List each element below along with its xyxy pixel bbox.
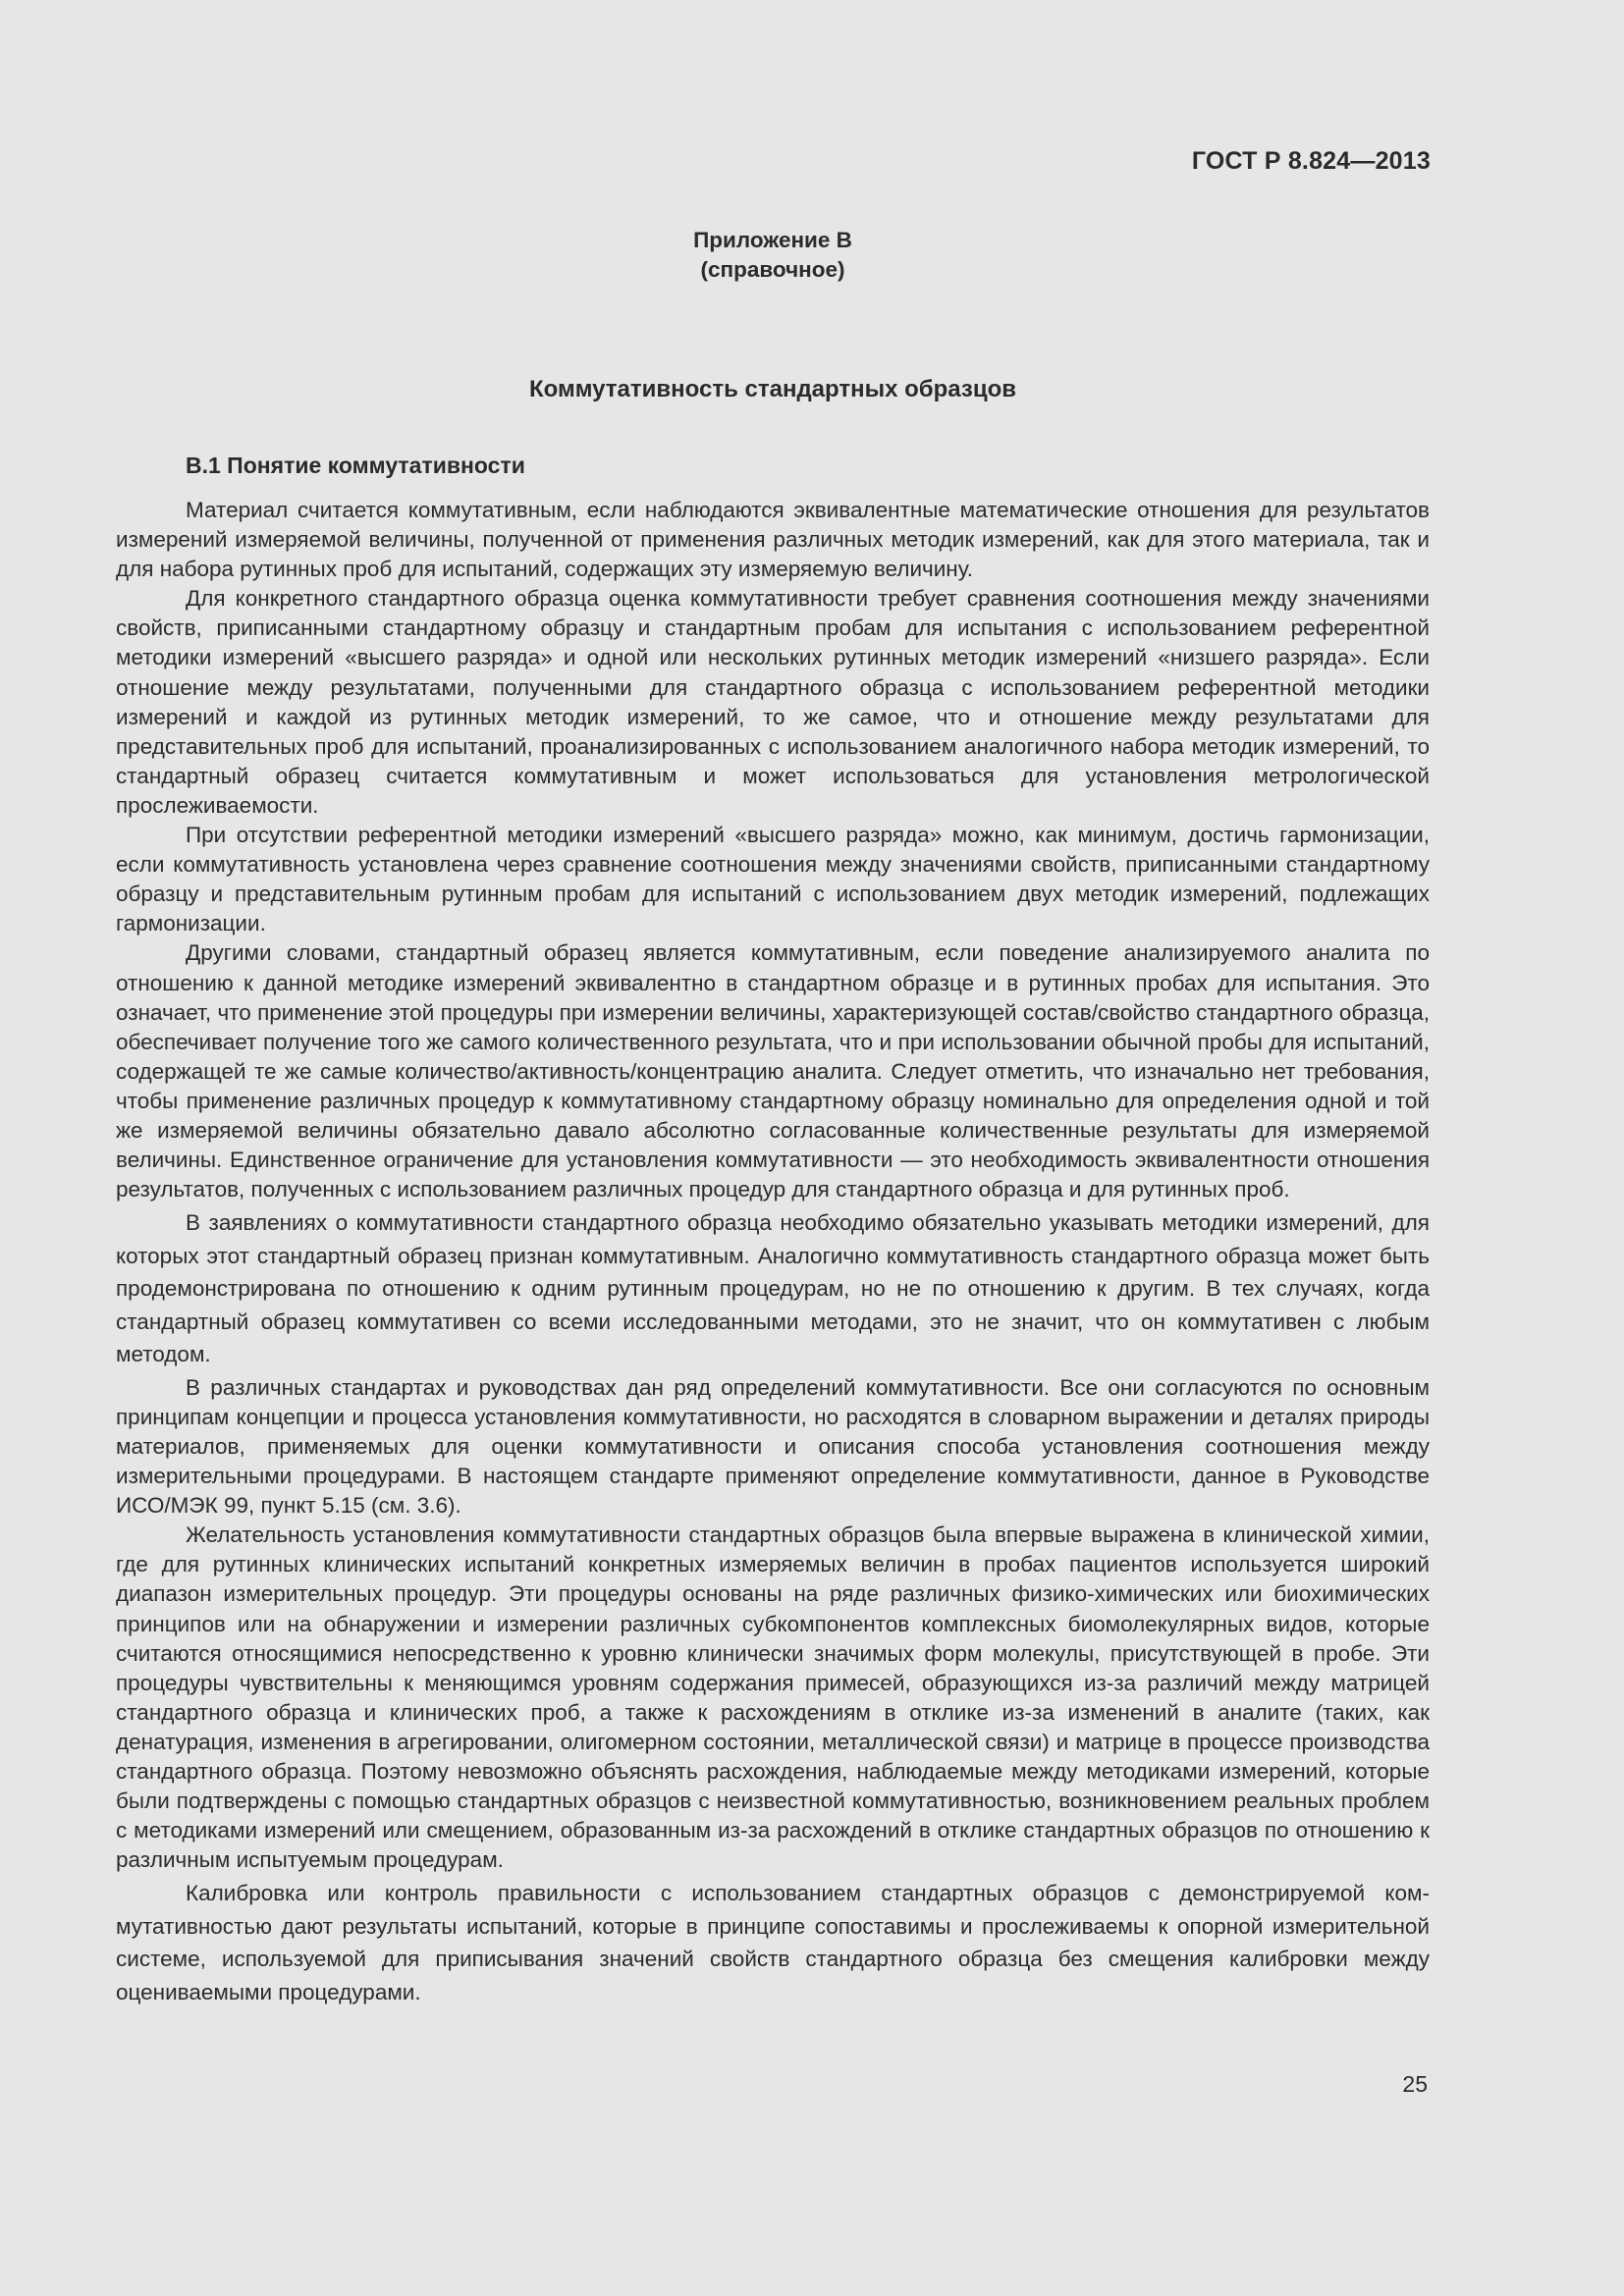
appendix-label bbox=[0, 226, 1545, 285]
paragraph: Материал считается коммутативным, если наблюдаются эквивалентные математические отношения для результатов измерений измеряемой величины, полученной от применения различных методик измерений, как для этого материала, так и для набора рутинных проб для испытаний, содержащих эту измеряемую величину. bbox=[116, 498, 1430, 582]
paragraph: Желательность установления коммутативности стандартных образцов была впервые выражена в клинической химии, где для рутинных клинических испытаний конкретных измеряемых величин в пробах пациентов используется широкий диапазон измерительных процедур. Эти процедуры основаны на ряде различных физико-химических или биохимических принципов или на обнаружении и измерении различных субкомпонентов комплексных биомолекулярных видов, которые считаются относящимися непосредственно к уровню клинически значимых форм молекулы, присутствующей в пробе. Эти процедуры чувствительны к меняющимся уровням содержания примесей, образующихся из-за различий между матрицей стандартного образца и клинических проб, а также к расхождениям в отклике из-за изменений в аналите (таких, как денатурация, изменения в агрегировании, олигомерном состоянии, металлической связи) и матрице в процессе производства стандартного образца. Поэтому невозможно объяснять расхождения, наблюдаемые между методиками измерений, которые были подтверждены с помощью стандартных образцов с неизвестной коммутативностью, возникновением реальных проблем с методиками измерений или смещением, образованным из-за расхождений в отклике стандартных образцов по отношению к различным испытуемым процедурам. bbox=[116, 1522, 1430, 1873]
paragraph: При отсутствии референтной методики измерений «высшего разряда» можно, как минимум, достичь гармонизации, если коммутативность установлена через сравнение соотношения между значениями свойств, приписанными стандартному образцу и представительным рутинным пробам для испытаний с использованием двух методик измерений, подлежащих гармонизации. bbox=[116, 823, 1430, 936]
page-number: 25 bbox=[1402, 2071, 1428, 2097]
paragraph: Для конкретного стандартного образца оценка коммутативности требует сравнения соотношения между значениями свойств, приписанными стандартному образцу и стандартным пробам для испытания с использованием референтной методики измерений «высшего разряда» и одной или нескольких рутинных методик измерений «низшего разряда». Если отношение между результатами, полученными для стандартного образца с использованием референтной методики измерений и каждой из рутинных методик измерений, то же самое, что и отношение между результатами для представительных проб для испытаний, проанализированных с использованием аналогичного набора методик измерений, то стандартный образец считается коммутативным и может использоваться для установления метрологической прослеживаемости. bbox=[116, 586, 1430, 818]
section-heading: В.1 Понятие коммутативности bbox=[186, 453, 525, 478]
paragraph: Калибровка или контроль правильности с использованием стандартных образцов с демонстрируемой коммутативностью дают результаты испытаний, которые в принципе сопоставимы и прослеживаемы к опорной измерительной системе, используемой для приписывания значений свойств стандартного образца без смещения калибровки между оцениваемыми процедурами. bbox=[116, 1881, 1430, 2004]
appendix-title: Приложение В bbox=[693, 228, 852, 252]
document-code: ГОСТ Р 8.824—2013 bbox=[1191, 147, 1431, 175]
paragraph: В заявлениях о коммутативности стандартного образца необходимо обязательно указывать методики измерений, для которых этот стандартный образец признан коммутативным. Аналогично коммутативность стандартного образца может быть продемонстрирована по отношению к одним рутинным процедурам, но не по отношению к другим. В тех случаях, когда стандартный образец коммутативен со всеми исследованными методами, это не значит, что он коммутативен с любым методом. bbox=[116, 1210, 1430, 1367]
page-title: Коммутативность стандартных образцов bbox=[528, 376, 1017, 402]
paragraph: Другими словами, стандартный образец является коммутативным, если поведение анализируемого аналита по отношению к данной методике измерений эквивалентно в стандартном образце и в рутинных пробах для испытания. Это означает, что применение этой процедуры при измерении величины, характеризующей состав/свойство стандартного образца, обеспечивает получение того же самого количественного результата, что и при использовании обычной пробы для испытаний, содержащей те же самые количество/активность/концентрацию аналита. Следует отметить, что изначально нет требования, чтобы применение различных процедур к коммутативному стандартному образцу номинально для определения одной и той же измеряемой величины обязательно давало абсолютно согласованные количественные результаты для измеряемой величины. Единственное ограничение для установления коммутативности — это необходимость эквивалентности отношения результатов, полученных с использованием различных процедур для стандартного образца и для рутинных проб. bbox=[116, 940, 1430, 1202]
appendix-type: (справочное) bbox=[700, 257, 845, 282]
paragraph: В различных стандартах и руководствах дан ряд определений коммутативности. Все они согласуются по основным принципам концепции и процесса установления коммутативности, но расходятся в словарном выражении и деталях природы материалов, применяемых для оценки коммутативности и описания способа установления соотношения между измерительными процедурами. В настоящем стандарте применяют определение коммутативности, данное в Руководстве ИСО/МЭК 99, пункт 5.15 (см. 3.6). bbox=[116, 1374, 1430, 1519]
body-text bbox=[116, 496, 1430, 2010]
